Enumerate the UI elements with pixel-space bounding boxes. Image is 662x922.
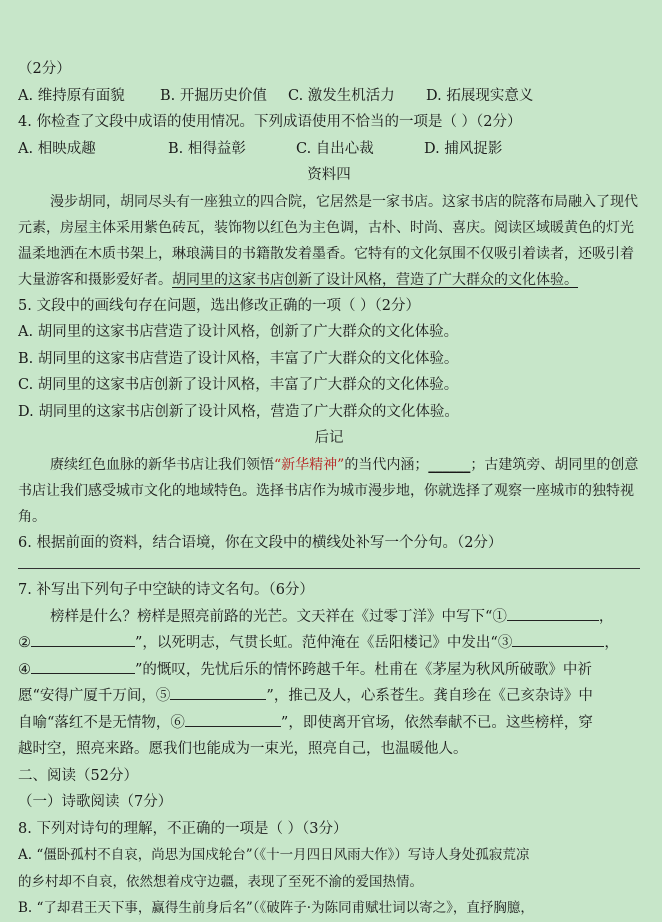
q8-option-a-line-2: 的乡村却不自哀，依然想着戍守边疆，表现了至死不渝的爱国热情。: [18, 873, 423, 890]
q8-option-a-line-1: A. “僵卧孤村不自哀，尚思为国戍轮台”（《十一月四日风雨大作》）写诗人身处孤寂荒凉: [18, 847, 530, 863]
q3-options: [18, 83, 640, 110]
q3-option-b: B. 开掘历史价值: [160, 87, 267, 104]
q5-option-c: C. 胡同里的这家书店创新了设计风格，丰富了广大群众的文化体验。: [18, 377, 459, 393]
xinhua-spirit: “新华精神”: [274, 456, 345, 473]
postscript-title: 后记: [314, 430, 344, 446]
q4-stem: 4. 你检查了文段中成语的使用情况。下列成语使用不恰当的一项是（ ）（2分）: [18, 114, 522, 130]
blank-1[interactable]: [507, 604, 599, 621]
material-four-paragraph: 漫步胡同，胡同尽头有一座独立的四合院，它居然是一家书店。这家书店的院落布局融入了现代元素，房屋主体采用紫色砖瓦，装饰物以红色为主色调，古朴、时尚、喜庆。阅读区域暖黄色的灯光温柔地洒在木质书架上，琳琅满目的书籍散发着墨香。它特有的文化氛围不仅吸引着读者，还吸引着大量游客和摄影爱好者。胡同里的这家书店创新了设计风格，营造了广大群众的文化体验。: [18, 193, 638, 288]
q5-option-a: A. 胡同里的这家书店营造了设计风格，创新了广大群众的文化体验。: [18, 324, 459, 340]
q3-option-a: A. 维持原有面貌: [18, 87, 125, 104]
blank-6[interactable]: [185, 710, 281, 727]
q7-stem: 7. 补写出下列句子中空缺的诗文名句。（6分）: [18, 582, 314, 598]
q7-line-5: 自喻“落红不是无情物，⑥ ”，即使离开官场，依然奉献不已。这些榜样，穿: [18, 710, 640, 737]
q7-line-3: ④ ”的慨叹，先忧后乐的情怀跨越千年。杜甫在《茅屋为秋风所破歌》中祈: [18, 657, 640, 684]
q5-option-b: B. 胡同里的这家书店营造了设计风格，丰富了广大群众的文化体验。: [18, 350, 459, 367]
q4-option-c: C. 自出心裁: [296, 140, 374, 157]
underlined-sentence: 胡同里的这家书店创新了设计风格，营造了广大群众的文化体验。: [172, 271, 578, 288]
q8-stem: 8. 下列对诗句的理解，不正确的一项是（ ）（3分）: [18, 820, 348, 837]
q3-score: （2分）: [18, 61, 71, 77]
q8-option-b-line-1: B. “了却君王天下事，赢得生前身后名”（《破阵子·为陈同甫赋壮词以寄之》，直抒胸臆，: [18, 900, 534, 916]
blank-4[interactable]: [31, 657, 135, 674]
q4-option-a: A. 相映成趣: [18, 140, 96, 157]
q4-option-b: B. 相得益彰: [168, 140, 246, 157]
postscript-blank[interactable]: ______: [428, 456, 471, 473]
q5-option-d: D. 胡同里的这家书店创新了设计风格，营造了广大群众的文化体验。: [18, 403, 459, 420]
q6-answer-line[interactable]: [18, 558, 640, 569]
blank-2[interactable]: [31, 630, 135, 647]
material-four-title: 资料四: [307, 167, 351, 183]
q6-stem: 6. 根据前面的资料，结合语境，你在文段中的横线处补写一个分句。（2分）: [18, 534, 503, 551]
blank-3[interactable]: [512, 630, 604, 647]
q7-line-6: 越时空，照亮来路。愿我们也能成为一束光，照亮自己，也温暖他人。: [18, 741, 468, 757]
poetry-reading-title: （一）诗歌阅读（7分）: [18, 794, 173, 810]
q3-option-c: C. 激发生机活力: [288, 87, 395, 104]
q7-line-2: ② ”，以死明志，气贯长虹。范仲淹在《岳阳楼记》中发出“③ ，: [18, 630, 640, 657]
q7-line-4: 愿“安得广厦千万间，⑤ ”，推己及人，心系苍生。龚自珍在《己亥杂诗》中: [18, 683, 640, 710]
q4-options: [18, 136, 640, 163]
q5-stem: 5. 文段中的画线句存在问题，选出修改正确的一项（ ）（2分）: [18, 297, 421, 314]
q4-option-d: D. 捕风捉影: [424, 140, 503, 157]
q3-option-d: D. 拓展现实意义: [426, 87, 534, 104]
section-two-title: 二、阅读（52分）: [18, 767, 138, 784]
blank-5[interactable]: [170, 683, 266, 700]
q4-emphasis: 恰当: [355, 114, 385, 130]
q7-line-1: 榜样是什么？榜样是照亮前路的光芒。文天祥在《过零丁洋》中写下“① ，: [18, 604, 640, 631]
postscript-paragraph: 赓续红色血脉的新华书店让我们领悟“新华精神”的当代内涵；______；古建筑旁、胡同里的创意书店让我们感受城市文化的地域特色。选择书店作为城市漫步地，你就选择了观察一座城市的独特视角。: [18, 456, 639, 525]
